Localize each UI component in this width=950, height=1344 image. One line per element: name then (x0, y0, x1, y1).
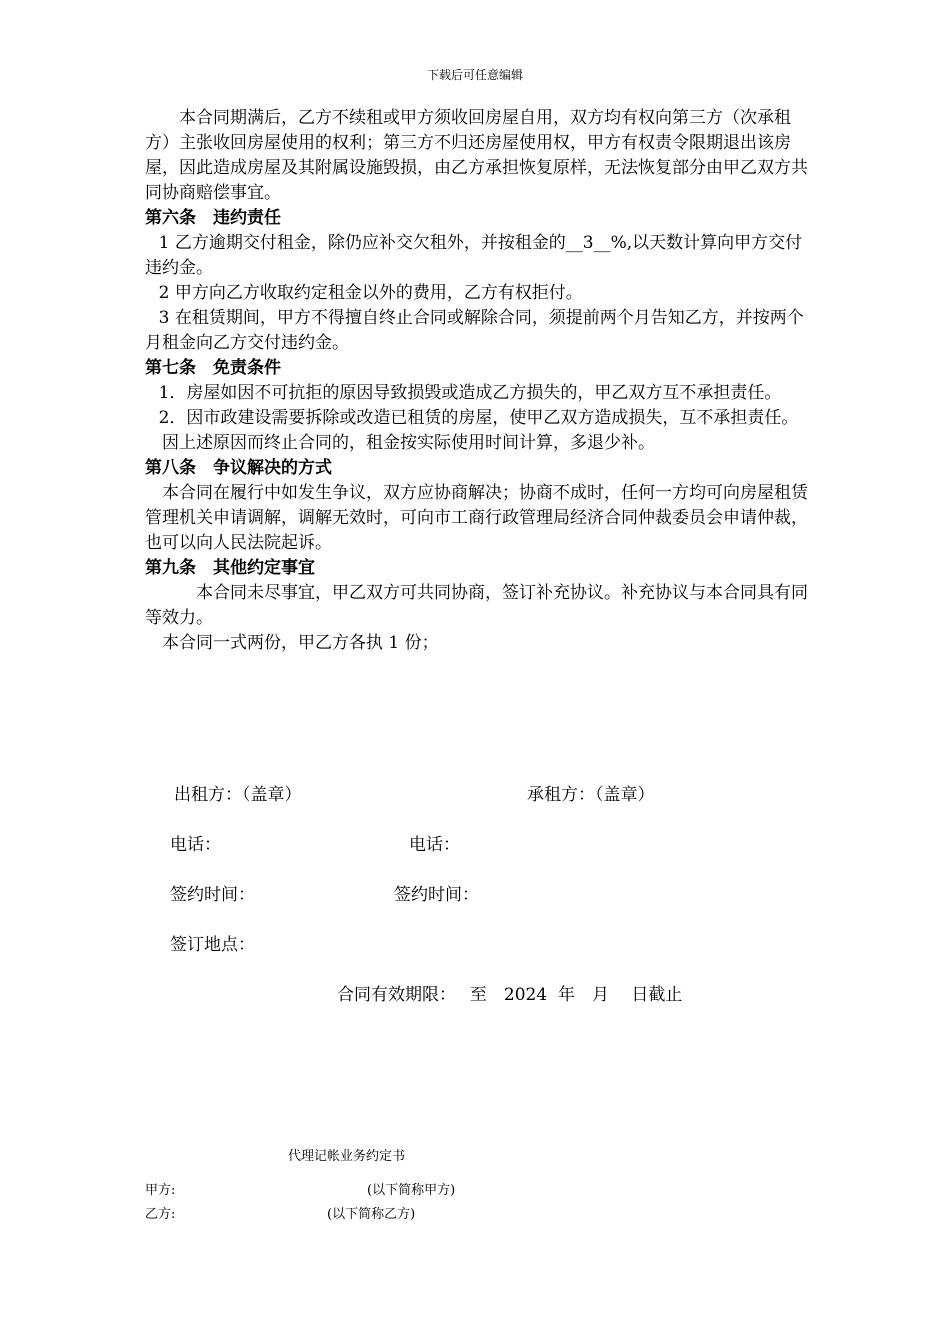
sign-place-label: 签订地点： (170, 935, 255, 955)
contract-body (145, 106, 813, 656)
party-b-label: 乙方: (145, 1207, 176, 1222)
article-7-clause-3: 因上述原因而终止合同的，租金按实际使用时间计算，多退少补。 (162, 433, 655, 453)
party-b-note: (以下简称乙方) (327, 1207, 416, 1222)
article-8-title: 第八条 争议解决的方式 (145, 458, 332, 478)
article-6-clause-1: 1 乙方逾期交付租金，除仍应补交欠租外，并按租金的__3__%,以天数计算向甲方交付违约金。 (145, 233, 803, 278)
lessee-seal-label: 承租方：（盖章） (527, 785, 655, 805)
article-7-clause-2: 2．因市政建设需要拆除或改造已租赁的房屋，使甲乙双方造成损失，互不承担责任。 (158, 408, 799, 428)
party-a-note: (以下简称甲方) (367, 1183, 456, 1198)
article-6-clause-2: 2 甲方向乙方收取约定租金以外的费用，乙方有权拒付。 (158, 283, 583, 303)
lessor-phone-label: 电话： (170, 835, 221, 855)
article-9-title: 第九条 其他约定事宜 (145, 558, 315, 578)
lessee-phone-label: 电话： (409, 835, 460, 855)
contract-validity-line: 合同有效期限： 至 2024 年 月 日截止 (337, 985, 683, 1005)
page-header: 下载后可任意编辑 (426, 68, 523, 82)
next-doc-title: 代理记帐业务约定书 (288, 1149, 406, 1164)
intro-paragraph: 本合同期满后，乙方不续租或甲方须收回房屋自用，双方均有权向第三方（次承租方）主张收回房屋使用的权利；第三方不归还房屋使用权，甲方有权责令限期退出该房屋，因此造成房屋及其附属设施毁损，由乙方承担恢复原样，无法恢复部分由甲乙双方共同协商赔偿事宜。 (145, 108, 808, 203)
article-7-clause-1: 1．房屋如因不可抗拒的原因导致损毁或造成乙方损失的，甲乙双方互不承担责任。 (158, 383, 782, 403)
article-6-clause-3: 3 在租赁期间，甲方不得擅自终止合同或解除合同，须提前两个月告知乙方，并按两个月租金向乙方交付违约金。 (145, 308, 804, 353)
article-6-title: 第六条 违约责任 (145, 208, 281, 228)
party-a-label: 甲方: (145, 1183, 176, 1198)
article-8-clause-1: 本合同在履行中如发生争议，双方应协商解决；协商不成时，任何一方均可向房屋租赁管理机关申请调解，调解无效时，可向市工商行政管理局经济合同仲裁委员会申请仲裁，也可以向人民法院起诉。 (145, 483, 808, 553)
lessee-sign-date-label: 签约时间： (394, 885, 479, 905)
lessor-sign-date-label: 签约时间： (170, 885, 255, 905)
article-9-clause-2: 本合同一式两份，甲乙方各执 1 份； (162, 633, 439, 653)
lessor-seal-label: 出租方：（盖章） (174, 785, 302, 805)
article-9-clause-1: 本合同未尽事宜，甲乙双方可共同协商，签订补充协议。补充协议与本合同具有同等效力。 (145, 583, 808, 628)
article-7-title: 第七条 免责条件 (145, 358, 281, 378)
